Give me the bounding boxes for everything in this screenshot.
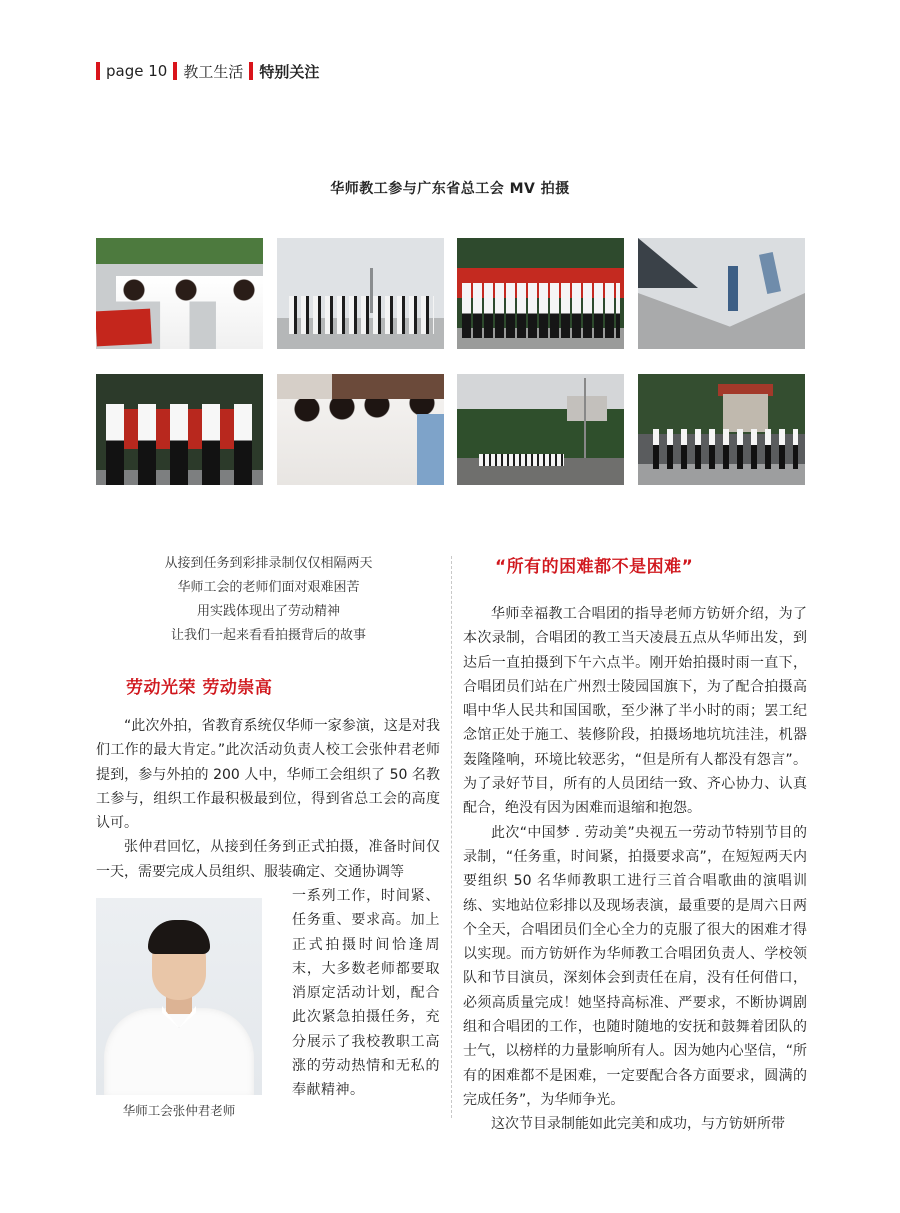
intro-verse bbox=[96, 552, 441, 648]
photo-women-with-banner bbox=[96, 238, 263, 349]
photo-oath-closeup bbox=[277, 374, 444, 485]
column-divider bbox=[451, 556, 452, 1118]
left-column-wrap-text bbox=[292, 884, 440, 1103]
photo-group-canton-tower bbox=[277, 238, 444, 349]
paragraph: 张仲君回忆，从接到任务到正式拍摄，准备时间仅一天，需要完成人员组织、服装确定、交通协调等 bbox=[96, 839, 440, 880]
paragraph: 华师幸福教工合唱团的指导老师方钫妍介绍，为了本次录制，合唱团的教工当天凌晨五点从华师出发，到达后一直拍摄到下午六点半。刚开始拍摄时雨一直下，合唱团员们站在广州烈士陵园国旗下，为了配合拍摄高唱中华人民共和国国歌，至少淋了半小时的雨；罢工纪念馆正处于施工、装修阶段，拍摄场地坑坑洼洼，机器轰隆隆响，环境比较恶劣，“但是所有人都没有怨言”。为了录好节目，所有的人员团结一致、齐心协力、认真配合，绝没有因为困难而退缩和抱怨。 bbox=[463, 606, 807, 817]
intro-line: 让我们一起来看看拍摄背后的故事 bbox=[170, 628, 366, 643]
paragraph: 一系列工作，时间紧、任务重、要求高。加上正式拍摄时间恰逢周末，大多数老师都要取消原定活动计划，配合此次紧急拍摄任务，充分展示了我校教职工高涨的劳动热情和无私的奉献精神。 bbox=[292, 888, 440, 1099]
portrait-photo bbox=[96, 898, 262, 1095]
photo-memorial-plaza bbox=[638, 374, 805, 485]
photo-group-red-gate bbox=[457, 238, 624, 349]
intro-line: 华师工会的老师们面对艰难困苦 bbox=[177, 580, 360, 595]
page-header bbox=[96, 60, 325, 82]
paragraph: 这次节目录制能如此完美和成功，与方钫妍所带 bbox=[491, 1116, 785, 1133]
intro-line: 用实践体现出了劳动精神 bbox=[196, 604, 340, 619]
header-page-number: page 10 bbox=[106, 62, 168, 80]
left-column-body bbox=[96, 714, 440, 884]
paragraph: 此次“中国梦 . 劳动美”央视五一劳动节特别节目的录制，“任务重，时间紧，拍摄要求高”，在短短两天内要组织 50 名华师教职工进行三首合唱歌曲的演唱训练、实地站位彩排以及现场表演，最重要的是周六日两个全天，合唱团员们全心全力的克服了很大的困难才得以实现。而方钫妍作为华师教工合唱团负责人、学校领队和节目演员，深刻体会到责任在肩，没有任何借口，必须高质量完成！她坚持高标准、严要求，不断协调剧组和合唱团的工作，也随时随地的安抚和鼓舞着团队的士气，以榜样的力量影响所有人。因为她内心坚信，“所有的困难都不是困难，一定要配合各方面要求，圆满的完成任务”，为华师争光。 bbox=[463, 824, 807, 1108]
right-column-body bbox=[463, 602, 807, 1137]
photo-rainy-square bbox=[457, 374, 624, 485]
gallery-title: 华师教工参与广东省总工会 MV 拍摄 bbox=[330, 181, 570, 197]
header-bar-marker bbox=[173, 62, 177, 80]
paragraph: “此次外拍，省教育系统仅华师一家参演，这是对我们工作的最大肯定。”此次活动负责人校工会张仲君老师提到，参与外拍的 200 人中，华师工会组织了 50 名教工参与，组织工作最积极最到位，得到省总工会的高度认可。 bbox=[96, 718, 440, 832]
header-bar-marker bbox=[96, 62, 100, 80]
header-bar-marker bbox=[249, 62, 253, 80]
header-section: 教工生活 bbox=[183, 62, 244, 81]
portrait-caption: 华师工会张仲君老师 bbox=[122, 1103, 236, 1118]
photo-group-red-wall bbox=[96, 374, 263, 485]
intro-line: 从接到任务到彩排录制仅仅相隔两天 bbox=[164, 556, 373, 571]
section-heading-left: 劳动光荣 劳动崇高 bbox=[126, 678, 273, 698]
photo-wall-skyscrapers bbox=[638, 238, 805, 349]
header-column: 特别关注 bbox=[259, 62, 320, 81]
section-heading-right: “所有的困难都不是困难” bbox=[495, 557, 694, 577]
